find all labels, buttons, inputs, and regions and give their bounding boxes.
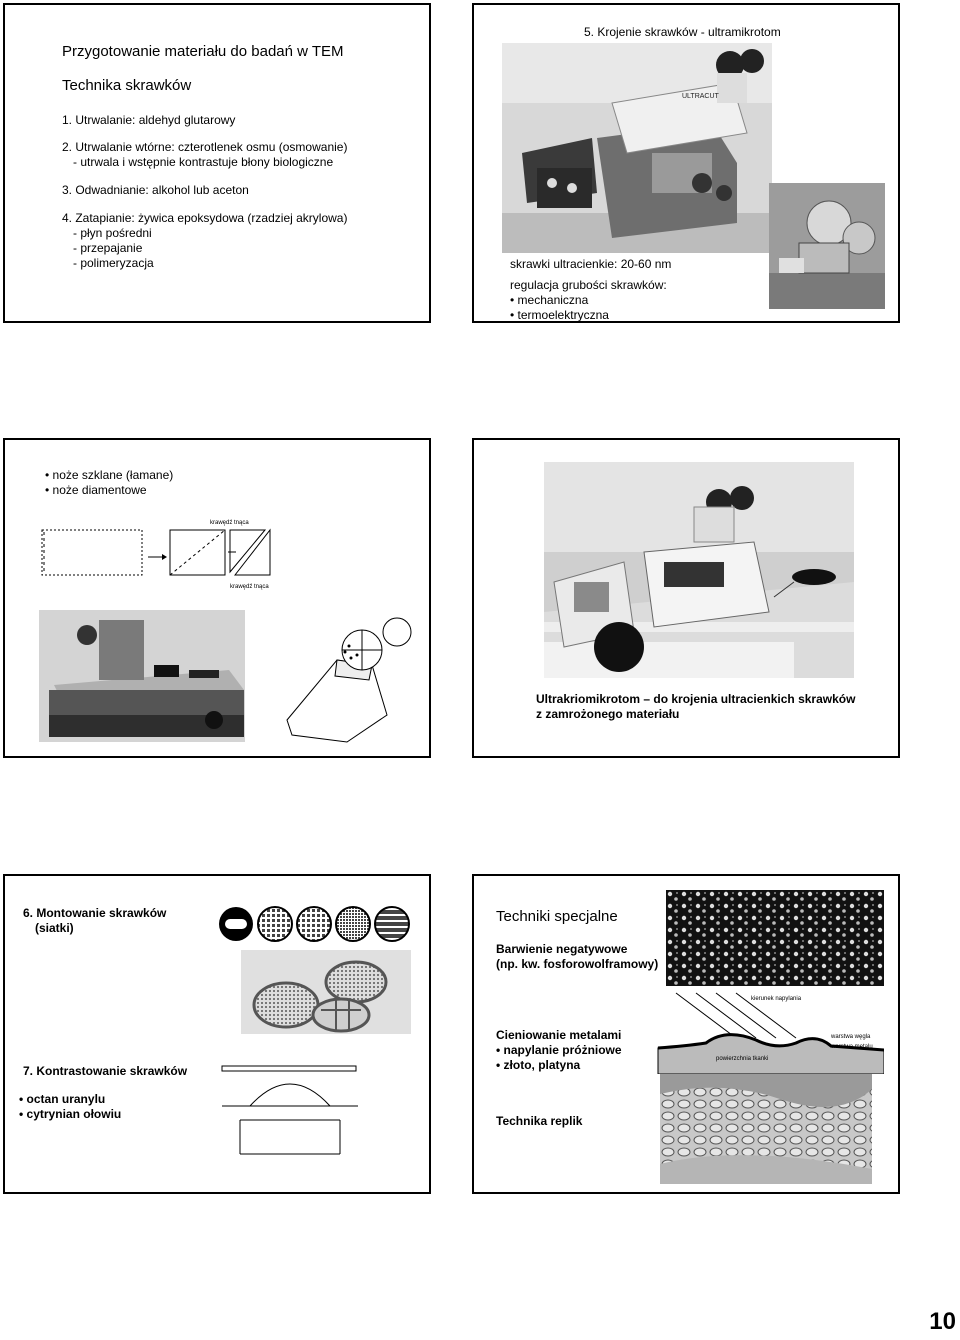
- step-embedding-sub3: - polimeryzacja: [73, 256, 154, 270]
- metal-shadowing: Cieniowanie metalami: [496, 1028, 622, 1042]
- slide-cryo-ultramicrotome: [472, 438, 900, 758]
- grid-types-image: [217, 904, 411, 944]
- knife-glass: • noże szklane (łamane): [45, 468, 174, 482]
- section-thickness: skrawki ultracienkie: 20-60 nm: [510, 257, 672, 271]
- stain-uranyl: • octan uranylu: [19, 1092, 106, 1106]
- page-number: 10: [929, 1308, 956, 1335]
- grids-photo: [241, 950, 411, 1034]
- slide-subtitle: Technika skrawków: [62, 77, 192, 94]
- metal-layer-label: warstwa metalu: [831, 1044, 873, 1050]
- slide-preparation: [3, 3, 431, 323]
- slide-title: 5. Krojenie skrawków - ultramikrotom: [584, 25, 781, 39]
- direction-label: kierunek napylania: [751, 996, 802, 1002]
- diamond-knife-diagram: [277, 610, 417, 750]
- negative-stain-micrograph: [666, 890, 884, 986]
- thickness-regulation: regulacja grubości skrawków:: [510, 278, 667, 292]
- cryo-ultramicrotome-photo: [544, 462, 854, 678]
- step-embedding: 4. Zatapianie: żywica epoksydowa (rzadziej akrylowa): [62, 211, 348, 225]
- edge-label-top: krawędź tnąca: [210, 520, 249, 526]
- negative-staining-example: (np. kw. fosforowolframowy): [496, 957, 659, 971]
- slide-title: Przygotowanie materiału do badań w TEM: [62, 43, 344, 60]
- slide-ultramicrotome: [472, 3, 900, 323]
- mounting-title: 6. Montowanie skrawków: [23, 906, 167, 920]
- contrasting-title: 7. Kontrastowanie skrawków: [23, 1064, 188, 1078]
- contrasting-diagram: [220, 1064, 360, 1172]
- shadowing-diagram: [656, 988, 884, 1074]
- slide-special-techniques: [472, 874, 900, 1194]
- replica-micrograph: [660, 1074, 872, 1184]
- knife-diamond: • noże diamentowe: [45, 483, 147, 497]
- edge-label-bottom: krawędź tnąca: [230, 584, 269, 590]
- ultracut-label: ULTRACUT: [682, 93, 719, 100]
- step-dehydration: 3. Odwadnianie: alkohol lub aceton: [62, 183, 249, 197]
- step-fixation: 1. Utrwalanie: aldehyd glutarowy: [62, 113, 236, 127]
- slide-mounting: [3, 874, 431, 1194]
- slide-knives: [3, 438, 431, 758]
- stain-lead: • cytrynian ołowiu: [19, 1107, 122, 1121]
- knifemaker-photo: [39, 610, 245, 742]
- cryo-caption-line1: Ultrakriomikrotom – do krojenia ultracienkich skrawków: [536, 692, 856, 706]
- regulation-mechanical: • mechaniczna: [510, 293, 589, 307]
- surface-label: powierzchnia tkanki: [716, 1056, 769, 1062]
- carbon-layer-label: warstwa węgla: [831, 1034, 871, 1040]
- knife-breaking-diagram: [40, 512, 280, 590]
- gold-platinum: • złoto, platyna: [496, 1058, 581, 1072]
- mounting-subtitle: (siatki): [35, 921, 74, 935]
- negative-staining: Barwienie negatywowe: [496, 942, 628, 956]
- knife-holder-photo: [769, 183, 885, 309]
- step-embedding-sub2: - przepajanie: [73, 241, 143, 255]
- vacuum-evaporation: • napylanie próżniowe: [496, 1043, 622, 1057]
- ultramicrotome-photo: [502, 43, 772, 253]
- replica-technique: Technika replik: [496, 1114, 583, 1128]
- step-postfixation-note: - utrwala i wstępnie kontrastuje błony biologiczne: [73, 155, 334, 169]
- step-postfixation: 2. Utrwalanie wtórne: czterotlenek osmu (osmowanie): [62, 140, 348, 154]
- step-embedding-sub1: - płyn pośredni: [73, 226, 152, 240]
- regulation-thermoelectric: • termoelektryczna: [510, 308, 609, 322]
- special-title: Techniki specjalne: [496, 908, 618, 925]
- cryo-caption-line2: z zamrożonego materiału: [536, 707, 680, 721]
